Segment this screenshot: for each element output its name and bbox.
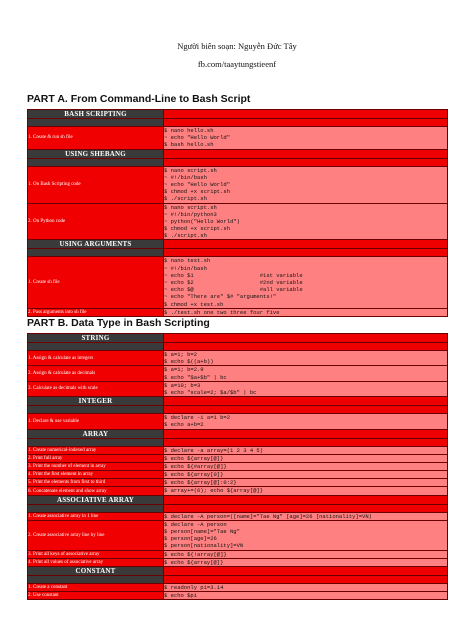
row-label: 1. Create associative array in 1 line: [28, 512, 164, 520]
row-label: 1. Create & run sh file: [28, 127, 164, 150]
code-line: $ chmod +x test.sh: [164, 300, 224, 308]
row-label: 1. Create numerical-indexed array: [28, 446, 164, 454]
section-header-row: [28, 149, 448, 158]
section-banner-right: [164, 343, 448, 351]
code-line: $ declare -i a=1 b=2: [164, 414, 231, 422]
table-row: [28, 462, 448, 470]
author-line: Người biên soạn: Nguyễn Đức Tây: [177, 41, 297, 51]
code-line: $ ./test.sh one two three four five: [164, 308, 280, 316]
section-banner-right: [164, 504, 448, 512]
section-banner-row: [28, 406, 448, 414]
code-line: $ declare -A person: [164, 520, 227, 528]
row-label: 2. Assign & calculate as decimals: [28, 366, 164, 381]
facebook-line: fb.com/taaytungstieenf: [197, 59, 277, 69]
section-banner-row: [28, 504, 448, 512]
table-row: [28, 366, 448, 381]
table-row: [28, 381, 448, 396]
code-block: [164, 257, 448, 308]
section-header-row: [28, 240, 448, 249]
code-line: $ echo ${#array[@]}: [164, 462, 227, 470]
table-row: [28, 446, 448, 454]
section-banner-right: [164, 438, 448, 446]
code-line: ~ #!/bin/bash: [164, 173, 207, 181]
part-b-title: PART B. Data Type in Bash Scripting: [27, 317, 210, 329]
section-title-integer: INTEGER: [28, 397, 164, 406]
section-banner-left: [28, 343, 164, 351]
table-row: [28, 512, 448, 520]
table-row: [28, 127, 448, 150]
section-header-row: [28, 495, 448, 504]
section-banner-row: [28, 575, 448, 583]
code-block: [164, 592, 448, 600]
code-block: [164, 479, 448, 487]
section-header-row: [28, 334, 448, 343]
section-title-constant: CONSTANT: [28, 566, 164, 575]
code-line: $ nano script.sh: [164, 203, 217, 211]
code-block: [164, 351, 448, 366]
code-line: $ echo $((a+b)): [164, 358, 214, 366]
code-line: $ a=1; b=2.9: [164, 366, 204, 374]
code-line: $ readonly pi=3.14: [164, 583, 224, 591]
section-banner-left: [28, 158, 164, 166]
code-line: $ echo $pi: [164, 592, 198, 600]
code-line: $ person[nationality]=VN: [164, 542, 244, 550]
section-banner-right: [164, 406, 448, 414]
row-label: 2. Pass arguments into sh file: [28, 308, 164, 316]
row-label: 2. Use constant: [28, 592, 164, 600]
code-block: [164, 583, 448, 591]
section-header-fill: [164, 149, 448, 158]
section-header-row: [28, 110, 448, 119]
code-line: $ echo "$a+$b" | bc: [164, 373, 227, 381]
table-row: [28, 583, 448, 591]
code-block: [164, 520, 448, 550]
code-line: $ ./script.sh: [164, 195, 207, 203]
section-title-using-shebang: USING SHEBANG: [28, 149, 164, 158]
row-label: 4. Print the first element in array: [28, 471, 164, 479]
code-line: ~ echo $1 #1st variable: [164, 271, 303, 279]
section-header-fill: [164, 110, 448, 119]
table-row: [28, 351, 448, 366]
section-header-fill: [164, 566, 448, 575]
row-label: 1. Assign & calculate as integers: [28, 351, 164, 366]
section-header-fill: [164, 397, 448, 406]
code-line: $ a=10; b=3: [164, 381, 201, 389]
row-label: 1. Create sh file: [28, 257, 164, 308]
section-banner-left: [28, 119, 164, 127]
section-banner-row: [28, 343, 448, 351]
section-title-bash-scripting: BASH SCRIPTING: [28, 110, 164, 119]
code-block: [164, 487, 448, 495]
part-b-table: [27, 333, 448, 600]
section-banner-left: [28, 438, 164, 446]
row-label: 4. Print all values of associative array: [28, 558, 164, 566]
part-a-title: PART A. From Command-Line to Bash Script: [27, 93, 251, 105]
table-row: [28, 203, 448, 240]
section-title-string: STRING: [28, 334, 164, 343]
section-banner-right: [164, 119, 448, 127]
section-title-array: ARRAY: [28, 429, 164, 438]
code-line: ~ echo "There are" $# "arguments!": [164, 293, 277, 301]
row-label: 1. On Bash Scripting code: [28, 166, 164, 203]
table-row: [28, 414, 448, 429]
section-banner-left: [28, 406, 164, 414]
table-row: [28, 479, 448, 487]
code-line: $ ./script.sh: [164, 232, 207, 240]
code-block: [164, 462, 448, 470]
code-block: [164, 308, 448, 316]
code-block: [164, 512, 448, 520]
code-line: ~ #!/bin/bash: [164, 264, 207, 272]
row-label: 2. Print full array: [28, 454, 164, 462]
table-row: [28, 471, 448, 479]
table-row: [28, 454, 448, 462]
table-row: [28, 558, 448, 566]
section-banner-left: [28, 575, 164, 583]
table-row: [28, 520, 448, 550]
code-block: [164, 471, 448, 479]
code-line: $ echo "scale=2; $a/$b" | bc: [164, 388, 257, 396]
row-label: 2. On Python code: [28, 203, 164, 240]
table-row: [28, 550, 448, 558]
section-banner-right: [164, 575, 448, 583]
code-block: [164, 454, 448, 462]
code-line: ~ echo "Hello World": [164, 180, 231, 188]
table-row: [28, 257, 448, 308]
code-line: $ chmod +x script.sh: [164, 225, 231, 233]
code-line: $ echo a+b=2: [164, 421, 204, 429]
code-line: $ bash hello.sh: [164, 141, 214, 149]
code-line: ~ echo $2 #2nd variable: [164, 279, 303, 286]
section-title-using-arguments: USING ARGUMENTS: [28, 240, 164, 249]
code-line: ~ echo $@ #all variable: [164, 286, 303, 294]
code-line: $ echo ${array[0]}: [164, 471, 224, 479]
section-banner-row: [28, 119, 448, 127]
code-line: $ array+=(6); echo ${array[@]}: [164, 487, 264, 495]
code-line: ~ #!/bin/python3: [164, 210, 217, 218]
row-label: 5. Print the elements from first to third: [28, 479, 164, 487]
code-line: $ nano hello.sh: [164, 127, 214, 134]
code-line: ~ echo "Hello World": [164, 134, 231, 142]
section-header-fill: [164, 240, 448, 249]
code-line: $ echo ${array[@]}: [164, 454, 224, 462]
section-header-row: [28, 397, 448, 406]
code-line: $ echo ${array[@]:0:2}: [164, 479, 237, 487]
section-header-fill: [164, 429, 448, 438]
part-a-table: [27, 109, 448, 317]
code-block: [164, 127, 448, 150]
section-header-row: [28, 566, 448, 575]
code-line: ~ python("Hello World"): [164, 217, 240, 225]
section-header-fill: [164, 495, 448, 504]
table-row: [28, 308, 448, 316]
section-banner-right: [164, 249, 448, 257]
table-row: [28, 166, 448, 203]
row-label: 3. Calculate as decimals with scale: [28, 381, 164, 396]
code-block: [164, 203, 448, 240]
code-line: $ declare -A person=([name]="Tae Ng" [age]=26 [nationality]=VN): [164, 512, 372, 520]
table-row: [28, 487, 448, 495]
section-banner-left: [28, 504, 164, 512]
section-banner-row: [28, 158, 448, 166]
code-line: $ a=1; b=2: [164, 351, 198, 358]
code-line: $ nano test.sh: [164, 257, 211, 265]
row-label: 6. Concatenate element and show array: [28, 487, 164, 495]
code-line: $ echo ${array[@]}: [164, 558, 224, 566]
code-line: $ nano script.sh: [164, 166, 217, 174]
table-row: [28, 592, 448, 600]
row-label: 3. Print the number of element in array: [28, 462, 164, 470]
code-block: [164, 550, 448, 558]
section-banner-row: [28, 249, 448, 257]
code-line: $ chmod +x script.sh: [164, 188, 231, 196]
row-label: 1. Create a constant: [28, 583, 164, 591]
code-line: $ echo ${!array[@]}: [164, 550, 227, 558]
row-label: 1. Declare & use variable: [28, 414, 164, 429]
code-block: [164, 558, 448, 566]
row-label: 2. Create associative array line by line: [28, 520, 164, 550]
section-banner-left: [28, 249, 164, 257]
section-banner-right: [164, 158, 448, 166]
code-line: $ declare -a array=(1 2 3 4 5): [164, 446, 264, 454]
code-block: [164, 166, 448, 203]
section-header-fill: [164, 334, 448, 343]
section-banner-row: [28, 438, 448, 446]
code-line: $ person[age]=26: [164, 535, 217, 543]
code-block: [164, 381, 448, 396]
code-block: [164, 446, 448, 454]
code-block: [164, 366, 448, 381]
code-line: $ person[name]="Tae Ng": [164, 528, 240, 535]
row-label: 3. Print all keys of associative array: [28, 550, 164, 558]
section-title-associative-array: ASSOCIATIVE ARRAY: [28, 495, 164, 504]
code-block: [164, 414, 448, 429]
section-header-row: [28, 429, 448, 438]
